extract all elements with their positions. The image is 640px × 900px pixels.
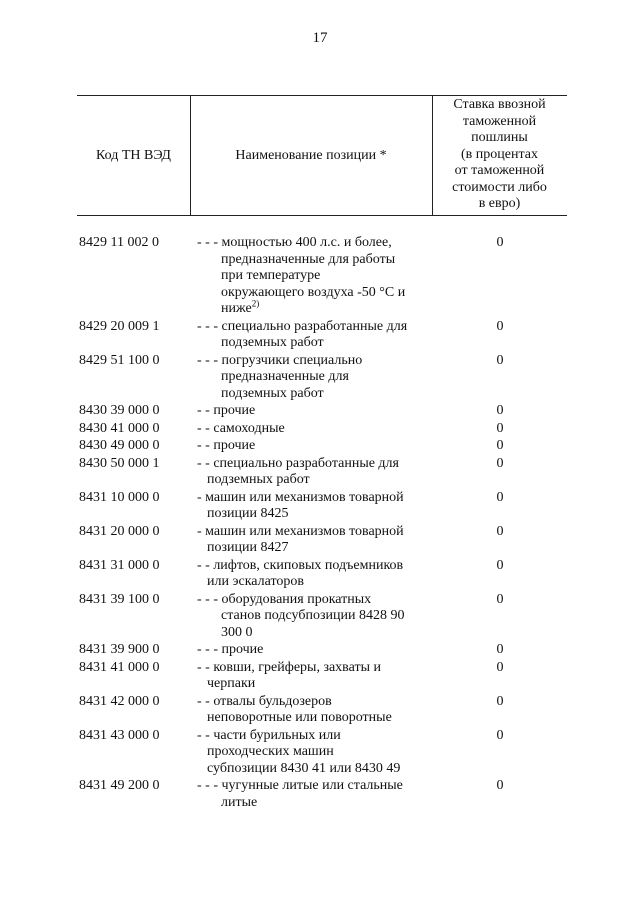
commodity-code: 8431 20 000 0	[79, 523, 160, 539]
table-row	[0, 421, 640, 438]
position-name	[197, 694, 427, 727]
duty-rate: 0	[496, 659, 504, 675]
duty-rate: 0	[496, 693, 504, 709]
position-name-line	[197, 268, 427, 285]
header-code: Код ТН ВЭД	[96, 148, 171, 163]
position-name-line	[197, 235, 427, 252]
position-name-text: - - ковши, грейферы, захваты и	[197, 659, 381, 675]
header-rate-line: стоимости либо	[452, 179, 547, 195]
position-name	[197, 778, 427, 811]
commodity-code: 8431 49 200 0	[79, 778, 160, 793]
table-row	[0, 403, 640, 420]
position-name-line	[197, 335, 427, 352]
page-number: 17	[312, 30, 328, 46]
duty-rate: 0	[496, 318, 504, 334]
position-name-text: подземных работ	[221, 385, 324, 401]
commodity-code: 8431 31 000 0	[79, 557, 160, 573]
position-name	[197, 490, 427, 523]
position-name-text: позиции 8427	[207, 540, 289, 555]
commodity-code: 8431 10 000 0	[79, 489, 160, 505]
position-name-line	[197, 438, 427, 455]
position-name-text: - - специально разработанные для	[197, 455, 399, 471]
table-row	[0, 778, 640, 811]
commodity-code: 8429 20 009 1	[79, 318, 160, 334]
table-row	[0, 353, 640, 403]
table-row	[0, 728, 640, 778]
position-name	[197, 456, 427, 489]
position-name-line	[197, 252, 427, 269]
table-row	[0, 438, 640, 455]
position-name-line	[197, 676, 427, 693]
position-name	[197, 558, 427, 591]
position-name-text: - - самоходные	[197, 420, 285, 436]
position-name-text: - машин или механизмов товарной	[197, 523, 404, 539]
commodity-code: 8431 43 000 0	[79, 727, 160, 743]
table-row	[0, 694, 640, 727]
commodity-code: 8430 49 000 0	[79, 438, 160, 453]
position-name-text: станов подсубпозиции 8428 90	[221, 608, 405, 623]
position-name	[197, 642, 427, 659]
position-name-line	[197, 642, 427, 659]
position-name-line	[197, 285, 427, 302]
position-name	[197, 728, 427, 778]
position-name-line	[197, 540, 427, 557]
position-name	[197, 353, 427, 403]
commodity-code: 8429 51 100 0	[79, 352, 160, 368]
position-name-line	[197, 524, 427, 541]
position-name-text: литые	[221, 794, 258, 810]
position-name-text: или эскалаторов	[207, 574, 305, 589]
position-name-line	[197, 421, 427, 438]
table-row	[0, 524, 640, 557]
position-name-text: ниже	[221, 301, 252, 316]
position-name-text: неповоротные или поворотные	[207, 710, 392, 725]
position-name	[197, 403, 427, 420]
position-name-line	[197, 625, 427, 642]
position-name-line	[197, 694, 427, 711]
header-rate-line: Ставка ввозной	[453, 97, 546, 112]
position-name-text: - - - оборудования прокатных	[197, 591, 372, 607]
position-name-line	[197, 728, 427, 745]
commodity-code: 8430 41 000 0	[79, 420, 160, 436]
table-header-rule	[77, 215, 567, 216]
position-name-text: - - части бурильных или	[197, 727, 341, 743]
header-rate-line: в евро)	[478, 196, 521, 211]
commodity-code: 8431 42 000 0	[79, 693, 160, 709]
commodity-code: 8430 50 000 1	[79, 455, 160, 471]
position-name-line	[197, 472, 427, 489]
position-name-line	[197, 574, 427, 591]
position-name-line	[197, 456, 427, 473]
position-name	[197, 524, 427, 557]
footnote-marker: 2)	[251, 298, 260, 309]
position-name-text: подземных работ	[221, 335, 324, 350]
commodity-code: 8431 41 000 0	[79, 659, 160, 675]
position-name	[197, 235, 427, 318]
position-name-text: - - - прочие	[197, 642, 264, 657]
position-name-text: подземных работ	[207, 472, 310, 487]
table-row	[0, 235, 640, 318]
table-row	[0, 456, 640, 489]
table-top-rule	[77, 95, 567, 96]
position-name-text: - - прочие	[197, 438, 256, 453]
position-name-line	[197, 558, 427, 575]
table-row	[0, 642, 640, 659]
duty-rate: 0	[496, 403, 504, 418]
position-name-text: - - лифтов, скиповых подъемников	[197, 557, 404, 573]
position-name-line	[197, 778, 427, 795]
position-name	[197, 438, 427, 455]
header-rate	[432, 97, 567, 213]
duty-rate: 0	[496, 438, 504, 453]
position-name-text: окружающего воздуха -50 °С и	[221, 284, 406, 300]
position-name	[197, 421, 427, 438]
position-name-line	[197, 319, 427, 336]
position-name	[197, 319, 427, 352]
duty-rate: 0	[496, 591, 504, 607]
duty-rate: 0	[496, 523, 504, 539]
position-name-line	[197, 660, 427, 677]
duty-rate: 0	[496, 420, 504, 436]
position-name-text: проходческих машин	[207, 744, 334, 759]
header-rate-line: пошлины	[471, 130, 528, 145]
position-name-line	[197, 744, 427, 761]
commodity-code: 8429 11 002 0	[79, 235, 159, 250]
duty-rate: 0	[496, 642, 504, 657]
position-name-line	[197, 490, 427, 507]
duty-rate: 0	[496, 778, 504, 793]
table-row	[0, 592, 640, 642]
position-name-text: - - - специально разработанные для	[197, 318, 408, 334]
position-name-text: черпаки	[207, 676, 256, 691]
position-name-text: - машин или механизмов товарной	[197, 489, 404, 505]
position-name-line	[197, 608, 427, 625]
duty-rate: 0	[496, 352, 504, 368]
position-name-text: - - - чугунные литые или стальные	[197, 778, 403, 793]
position-name-text: - - - мощностью 400 л.с. и более,	[197, 235, 392, 250]
table-row	[0, 490, 640, 523]
header-rate-line: (в процентах	[461, 146, 538, 162]
position-name-text: - - прочие	[197, 403, 256, 418]
position-name-text: предназначенные для работы	[221, 251, 396, 267]
header-rate-line: от таможенной	[454, 163, 545, 178]
header-name: Наименование позиции *	[235, 148, 387, 163]
commodity-code: 8430 39 000 0	[79, 403, 160, 418]
duty-rate: 0	[496, 727, 504, 743]
position-name-text: 300 0	[221, 624, 253, 640]
position-name-text: предназначенные для	[221, 369, 349, 384]
position-name-text: - - отвалы бульдозеров	[197, 693, 332, 709]
header-rate-line: таможенной	[462, 113, 537, 129]
commodity-code: 8431 39 900 0	[79, 642, 160, 657]
position-name-line	[197, 353, 427, 370]
position-name-line	[197, 369, 427, 386]
position-name-line	[197, 795, 427, 812]
tariff-table-body	[0, 235, 640, 812]
position-name-text: - - - погрузчики специально	[197, 352, 363, 368]
position-name-line	[197, 710, 427, 727]
position-name-line	[197, 403, 427, 420]
position-name-text: позиции 8425	[207, 506, 289, 521]
position-name-line	[197, 386, 427, 403]
table-row	[0, 558, 640, 591]
duty-rate: 0	[496, 557, 504, 573]
position-name	[197, 592, 427, 642]
table-row	[0, 660, 640, 693]
duty-rate: 0	[496, 455, 504, 471]
position-name	[197, 660, 427, 693]
position-name-line	[197, 298, 427, 318]
commodity-code: 8431 39 100 0	[79, 591, 160, 607]
position-name-text: при температуре	[221, 268, 321, 283]
position-name-line	[197, 761, 427, 778]
table-row	[0, 319, 640, 352]
position-name-line	[197, 506, 427, 523]
duty-rate: 0	[496, 235, 504, 250]
position-name-line	[197, 592, 427, 609]
duty-rate: 0	[496, 489, 504, 505]
position-name-text: субпозиции 8430 41 или 8430 49	[207, 760, 401, 776]
